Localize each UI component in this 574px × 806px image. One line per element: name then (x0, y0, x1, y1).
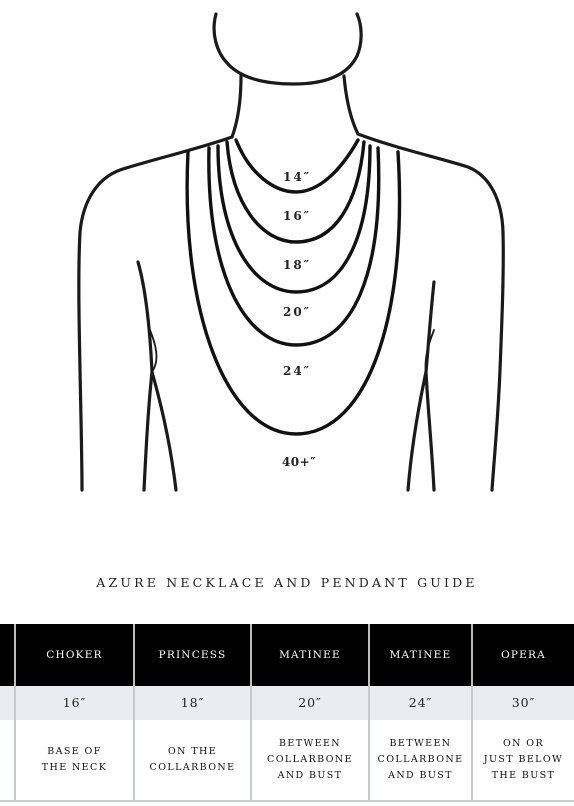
label-18: 18″ (282, 258, 312, 272)
neck-right (344, 76, 358, 134)
length-cell: 24″ (368, 686, 471, 720)
table-description-row (0, 720, 574, 800)
length-cell: 18″ (133, 686, 250, 720)
style-header: MATINEE (368, 624, 471, 686)
style-header (0, 624, 14, 686)
length-cell: 16″ (14, 686, 133, 720)
table-header-row (0, 624, 574, 686)
right-inner-arm (426, 282, 434, 490)
label-20: 20″ (282, 305, 312, 319)
style-header: MATINEE (250, 624, 368, 686)
description-cell: BASE OF THE NECK (14, 720, 133, 800)
label-16: 16″ (282, 209, 312, 223)
guide-title: AZURE NECKLACE AND PENDANT GUIDE (96, 575, 478, 590)
table-length-row (0, 686, 574, 720)
table-bottom-rule (0, 800, 574, 802)
style-header: CHOKER (14, 624, 133, 686)
description-cell (0, 720, 14, 800)
left-inner-arm (138, 262, 152, 490)
label-40: 40+″ (281, 455, 317, 469)
length-cell (0, 686, 14, 720)
head-outline (214, 14, 361, 84)
left-torso (152, 372, 176, 490)
style-header: OPERA (471, 624, 574, 686)
style-header: PRINCESS (133, 624, 250, 686)
neck-left (232, 76, 241, 137)
description-cell: BETWEEN COLLARBONE AND BUST (368, 720, 471, 800)
necklace-14 (236, 140, 358, 192)
length-cell: 20″ (250, 686, 368, 720)
right-torso (408, 372, 426, 490)
length-cell: 30″ (471, 686, 574, 720)
label-24: 24″ (282, 364, 312, 378)
description-cell: ON THE COLLARBONE (133, 720, 250, 800)
length-guide-table (0, 624, 574, 800)
description-cell: BETWEEN COLLARBONE AND BUST (250, 720, 368, 800)
description-cell: ON OR JUST BELOW THE BUST (471, 720, 574, 800)
label-14: 14″ (282, 170, 312, 184)
